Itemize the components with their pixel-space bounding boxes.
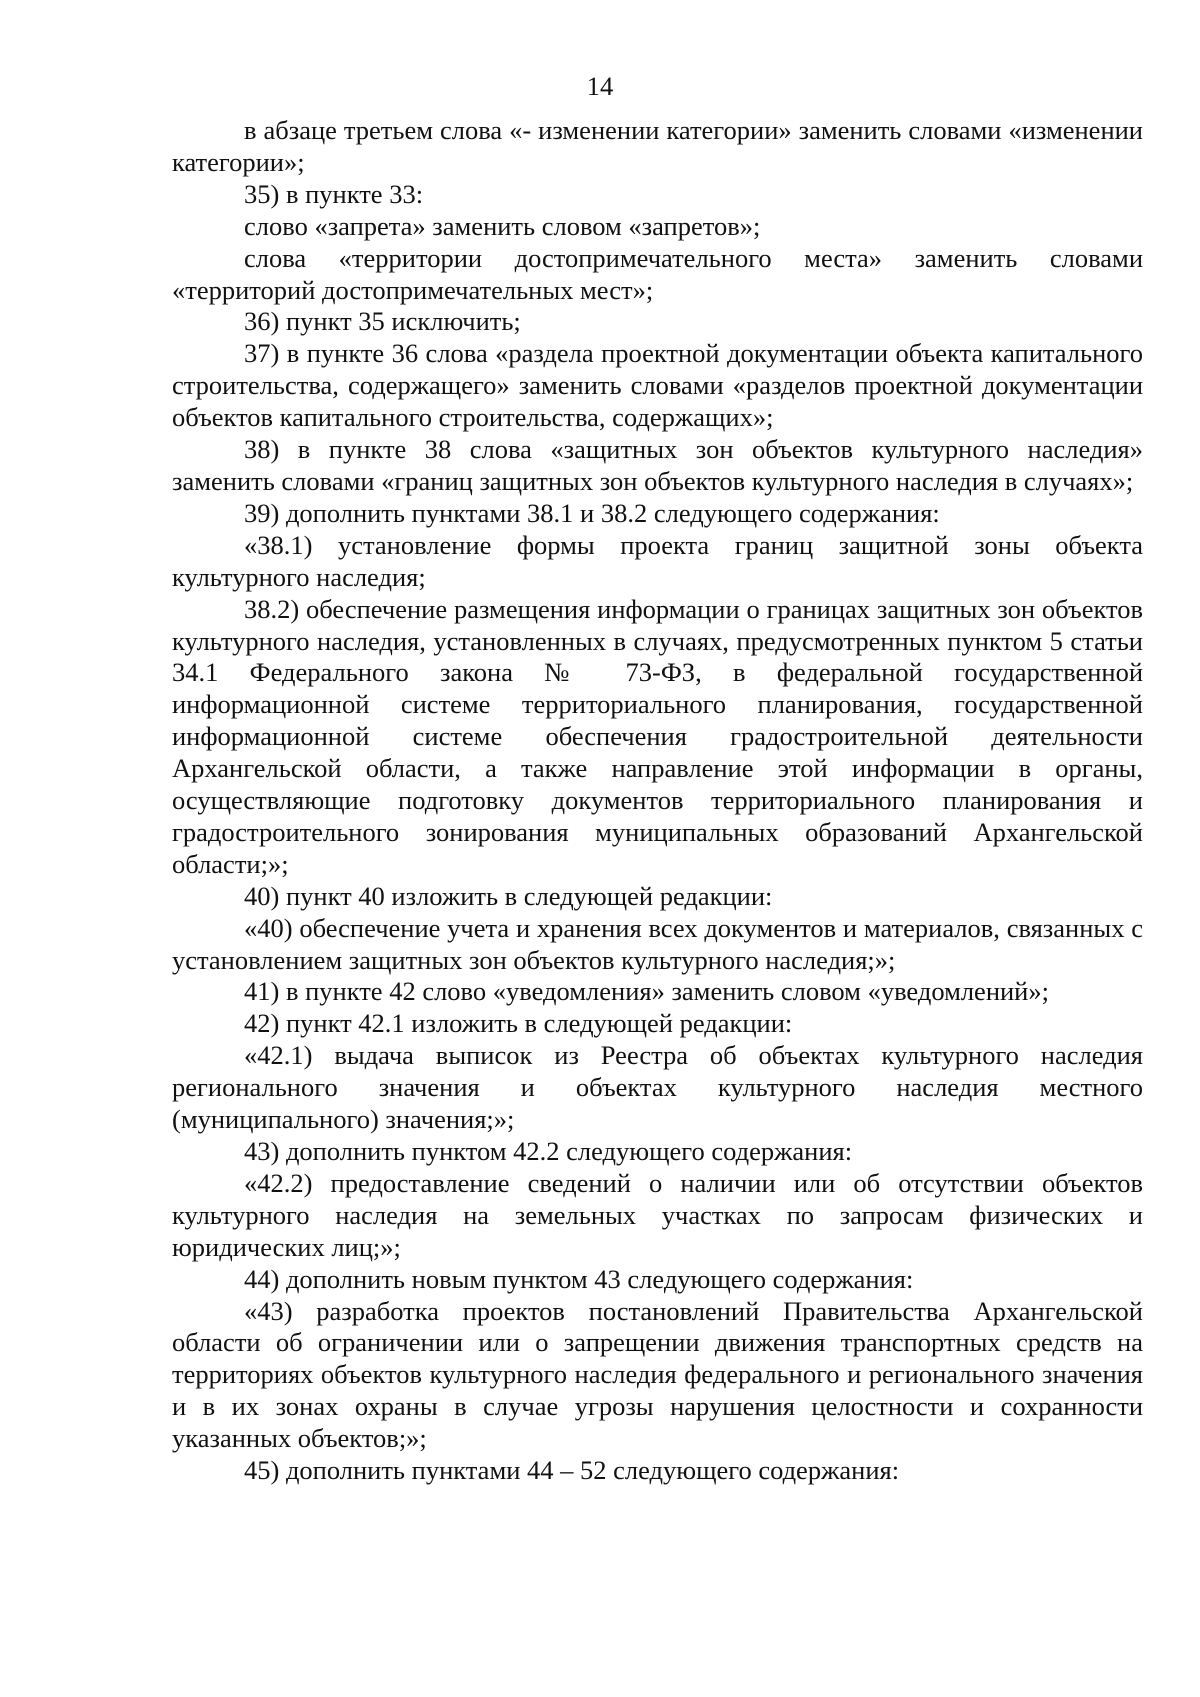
paragraph: 45) дополнить пунктами 44 – 52 следующего содержания:	[244, 1455, 900, 1486]
paragraph: 41) в пункте 42 слово «уведомления» заменить словом «уведомлений»;	[244, 976, 1049, 1007]
paragraph: 37) в пункте 36 слова «раздела проектной документации объекта капитального строительства, содержащего» заменить словами «разделов проектной документации объектов капитального строительства, содержащих»;	[172, 338, 1143, 433]
paragraph: 40) пункт 40 изложить в следующей редакции:	[244, 880, 773, 911]
paragraph: 38) в пункте 38 слова «защитных зон объектов культурного наследия» заменить словами «границ защитных зон объектов культурного наследия в случаях»;	[172, 434, 1143, 496]
paragraph: слова «территории достопримечательного места» заменить словами «территорий достопримечательных мест»;	[172, 242, 1143, 305]
paragraph: в абзаце третьем слова «- изменении категории» заменить словами «изменении категории»;	[172, 115, 1143, 177]
paragraph: 44) дополнить новым пунктом 43 следующего содержания:	[244, 1263, 914, 1294]
paragraph: «42.2) предоставление сведений о наличии или об отсутствии объектов культурного наследия на земельных участках по запросам физических и юридических лиц;»;	[172, 1167, 1143, 1262]
paragraph: 43) дополнить пунктом 42.2 следующего содержания:	[244, 1136, 853, 1166]
paragraph: «40) обеспечение учета и хранения всех документов и материалов, связанных с установлением защитных зон объектов культурного наследия;»;	[172, 912, 1143, 975]
paragraph: 42) пункт 42.1 изложить в следующей редакции:	[244, 1008, 793, 1039]
paragraph: 35) в пункте 33:	[244, 178, 424, 209]
paragraph: слово «запрета» заменить словом «запретов»;	[244, 210, 761, 241]
page-number: 14	[586, 71, 614, 101]
paragraph: «42.1) выдача выписок из Реестра об объектах культурного наследия регионального значения и объектах культурного наследия местного (муниципального) значения;»;	[172, 1040, 1143, 1135]
paragraph: 39) дополнить пунктами 38.1 и 38.2 следующего содержания:	[244, 497, 940, 528]
paragraph: 38.2) обеспечение размещения информации о границах защитных зон объектов культурного наследия, установленных в случаях, предусмотренных пунктом 5 статьи 34.1 Федерального закона № 73-ФЗ, в федеральной государственной информационной системе территориального планирования, государственной информационной системе обеспечения градостроительной деятельности Архангельской области, а также направление этой информации в органы, осуществляющие подготовку документов территориального планирования и градостроительного зонирования муниципальных образований Архангельской области;»;	[172, 593, 1143, 879]
paragraph: «43) разработка проектов постановлений Правительства Архангельской области об ограничении или о запрещении движения транспортных средств на территориях объектов культурного наследия федерального и регионального значения и в их зонах охраны в случае угрозы нарушения целостности и сохранности указанных объектов;»;	[172, 1295, 1143, 1454]
document-body	[172, 115, 1143, 1487]
paragraph: 36) пункт 35 исключить;	[244, 306, 521, 337]
paragraph: «38.1) установление формы проекта границ защитной зоны объекта культурного наследия;	[172, 529, 1143, 592]
